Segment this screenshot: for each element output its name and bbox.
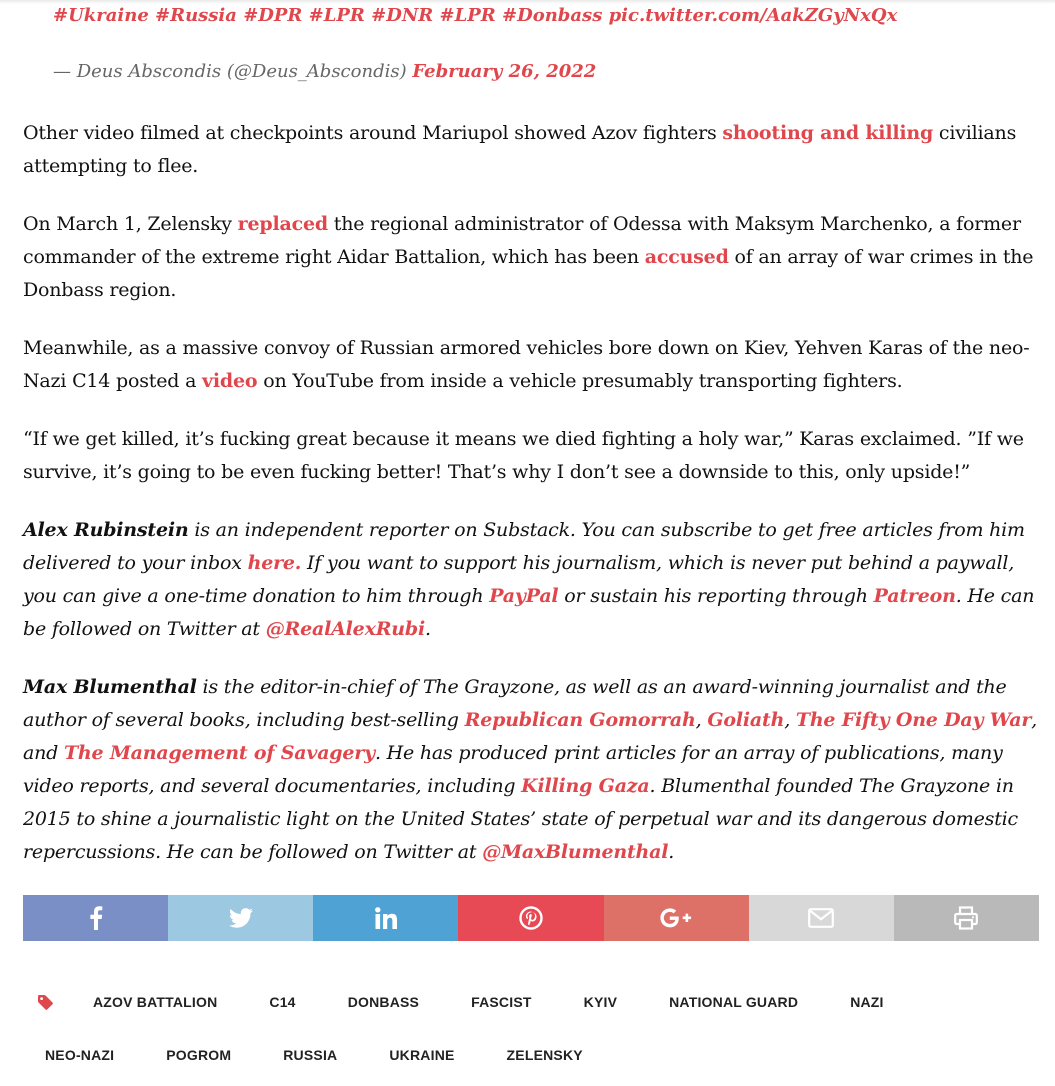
paragraph: Meanwhile, as a massive convoy of Russian armored vehicles bore down on Kiev, Yehven Karas of the neo-Nazi C14 posted a video on YouTube from inside a vehicle presumably transporting fighters. (23, 337, 1030, 392)
share-print-button[interactable] (894, 895, 1039, 941)
pinterest-icon (519, 906, 543, 930)
tag-link[interactable]: NEO-NAZI (45, 1047, 115, 1063)
share-pinterest-button[interactable] (458, 895, 603, 941)
tag-link[interactable]: DONBASS (347, 994, 420, 1010)
tag-icon (23, 980, 67, 1024)
link-killing-gaza[interactable]: Killing Gaza (521, 775, 650, 797)
tag-link[interactable]: UKRAINE (389, 1047, 455, 1063)
link-video[interactable]: video (202, 370, 258, 392)
email-icon (808, 908, 834, 928)
tweet-attribution (53, 60, 1037, 84)
share-google-plus-button[interactable] (604, 895, 749, 941)
author-name: Alex Rubinstein (23, 519, 189, 541)
link-paypal[interactable]: PayPal (489, 585, 559, 607)
link-patreon[interactable]: Patreon (873, 585, 956, 607)
paragraph: “If we get killed, it’s fucking great because it means we died fighting a holy war,” Karas exclaimed. ”If we survive, it’s going to be even fucking better! That’s why I don’t see a downside to this, only upside!” (23, 428, 1024, 483)
tweet-author: — Deus Abscondis (@Deus_Abscondis) (53, 61, 407, 82)
tag-row (23, 980, 1039, 1024)
share-facebook-button[interactable] (23, 895, 168, 941)
print-icon (954, 906, 978, 930)
author-bio-blumenthal: Max Blumenthal is the editor-in-chief of The Grayzone, as well as an award-winning journalist and the author of several books, including best-selling Republican Gomorrah, Goliath, The Fifty One Day War, and The Management of Savagery. He has produced print articles for an array of publications, many video reports, and several documentaries, including Killing Gaza. Blumenthal founded The Grayzone in 2015 to shine a journalistic light on the United States’ state of perpetual war and its dangerous domestic repercussions. He can be followed on Twitter at @MaxBlumenthal. (23, 676, 1038, 863)
link-goliath[interactable]: Goliath (707, 709, 785, 731)
link-replaced[interactable]: replaced (237, 213, 328, 235)
tweet-hashtags[interactable]: #Ukraine #Russia #DPR #LPR #DNR #LPR #Donbass pic.twitter.com/AakZGyNxQx (53, 5, 898, 26)
link-twitter-realalexrubi[interactable]: @RealAlexRubi (265, 618, 426, 640)
tag-link[interactable]: RUSSIA (283, 1047, 338, 1063)
link-management-of-savagery[interactable]: The Management of Savagery (63, 742, 375, 764)
tag-link[interactable]: ZELENSKY (506, 1047, 583, 1063)
tag-link[interactable]: NAZI (850, 994, 884, 1010)
link-fifty-one-day-war[interactable]: The Fifty One Day War (795, 709, 1032, 731)
linkedin-icon (375, 907, 397, 929)
article-body (23, 0, 1037, 894)
link-accused[interactable]: accused (644, 246, 729, 268)
twitter-icon (229, 908, 253, 928)
tag-link[interactable]: NATIONAL GUARD (669, 994, 799, 1010)
google-plus-icon (659, 908, 693, 928)
author-name: Max Blumenthal (23, 676, 197, 698)
post-tags (23, 980, 1039, 1086)
paragraph: On March 1, Zelensky replaced the regional administrator of Odessa with Maksym Marchenko, a former commander of the extreme right Aidar Battalion, which has been accused of an array of war crimes in the Donbass region. (23, 213, 1034, 301)
share-twitter-button[interactable] (168, 895, 313, 941)
link-twitter-maxblumenthal[interactable]: @MaxBlumenthal (482, 841, 669, 863)
tag-link[interactable]: KYIV (583, 994, 618, 1010)
tag-link[interactable]: POGROM (166, 1047, 232, 1063)
share-email-button[interactable] (749, 895, 894, 941)
tag-link[interactable]: AZOV BATTALION (93, 994, 218, 1010)
embedded-tweet (53, 4, 1037, 84)
share-bar (23, 895, 1039, 941)
share-linkedin-button[interactable] (313, 895, 458, 941)
tweet-date-link[interactable]: February 26, 2022 (412, 61, 597, 82)
link-republican-gomorrah[interactable]: Republican Gomorrah (464, 709, 696, 731)
tag-link[interactable]: C14 (269, 994, 296, 1010)
tag-link[interactable]: FASCIST (471, 994, 532, 1010)
tag-row (23, 1033, 1039, 1077)
facebook-icon (89, 906, 103, 930)
link-subscribe-here[interactable]: here. (247, 552, 302, 574)
author-bio-rubinstein: Alex Rubinstein is an independent reporter on Substack. You can subscribe to get free articles from him delivered to your inbox here. If you want to support his journalism, which is never put behind a paywall, you can give a one-time donation to him through PayPal or sustain his reporting through Patreon. He can be followed on Twitter at @RealAlexRubi. (23, 519, 1035, 640)
paragraph: Other video filmed at checkpoints around Mariupol showed Azov fighters shooting and killing civilians attempting to flee. (23, 122, 1017, 177)
link-shooting-and-killing[interactable]: shooting and killing (722, 122, 934, 144)
